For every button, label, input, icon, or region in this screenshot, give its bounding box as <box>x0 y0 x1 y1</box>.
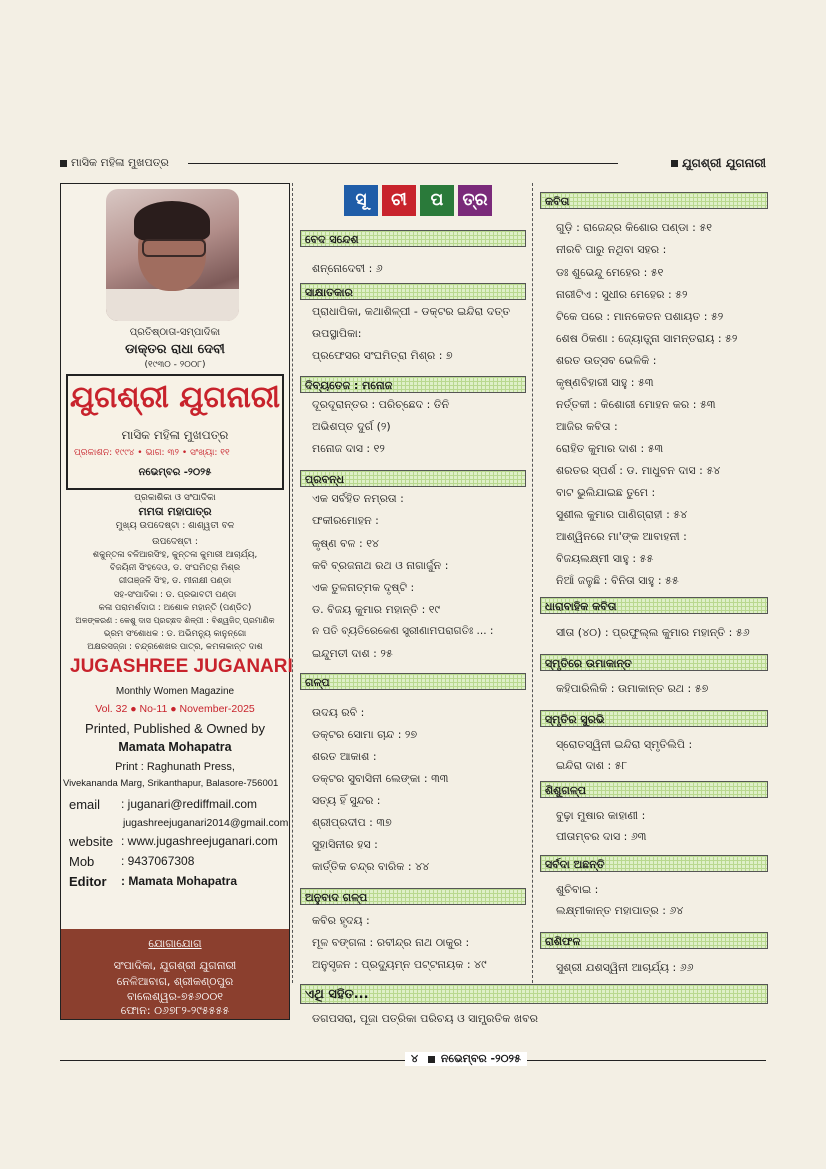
contact-line: ଫୋନ: ୦୬୭୮୨-୨୯୫୫୫୫ <box>120 1004 230 1017</box>
toc-item: ଉଦୟ ରବି : <box>312 706 365 719</box>
toc-item: ବାଟ ଭୁଲିଯାଇଛ ତୁମେ : <box>556 486 656 499</box>
toc-item: କହିପାରିଲିକି : ଉମାକାନ୍ତ ରଥ : ୫୭ <box>556 682 709 695</box>
photo-saree <box>106 289 239 321</box>
toc-item: ସ୍ରୋତସ୍ୱିନୀ ଇନ୍ଦିରା ସ୍ମୃତିଲିପି : <box>556 738 693 751</box>
toc-item: ଶ୍ରୀପ୍ରଦୀପ : ୩୭ <box>312 816 392 829</box>
toc-item: ଉପସ୍ଥାପିକା: <box>312 327 362 340</box>
toc-item: ସୁହାସିନୀର ହସ : <box>312 838 378 851</box>
top-bar <box>60 156 766 170</box>
toc-item: ଆଶ୍ୱିନରେ ମା'ଙ୍କ ଆବାହନୀ : <box>556 530 687 543</box>
section-header: ଧାରାବାହିକ କବିତା <box>540 597 768 614</box>
toc-item: ମୂଳ ବଙ୍ଗଳା : ରବୀନ୍ଦ୍ର ନାଥ ଠାକୁର : <box>312 936 470 949</box>
english-print: Print : Raghunath Press, <box>115 761 235 773</box>
editor-label: Editor <box>69 874 107 889</box>
contents-letter: ଚୀ <box>382 185 416 216</box>
toc-item: ବିଜୟଲକ୍ଷ୍ମୀ ସାହୁ : ୫୫ <box>556 552 654 565</box>
toc-item: ଡକ୍ଟର ସୁବାସିନୀ ଲେଙ୍କା : ୩୩ <box>312 772 449 785</box>
section-header: ସ୍ମୃତିରେ ଉମାକାନ୍ତ <box>540 654 768 671</box>
toc-item: ପ୍ରାଧାପିକା, କଥାଶିଳ୍ପୀ - ଡକ୍ଟର ଇନ୍ଦିରା ଦତ୍ତ <box>312 305 511 318</box>
masthead-box <box>66 374 284 490</box>
founder-role: ପ୍ରତିଷ୍ଠାତା-ସମ୍ପାଦିକା <box>129 327 221 338</box>
toc-item: ଏକ ତୁଳନାତ୍ମକ ଦୃଷ୍ଟି : <box>312 581 415 594</box>
credit-line: ଉପଦେଷ୍ଟା : <box>152 537 198 547</box>
website[interactable]: : www.jugashreejuganari.com <box>121 834 278 848</box>
credit-line: ଭ୍ରମ ସଂଶୋଧକ : ଡ. ଅଭିମନ୍ୟୁ କାନୁନ୍‌ଗୋ <box>103 629 247 639</box>
contents-heading <box>344 185 496 216</box>
credit-line: ସହ-ସଂପାଦିକା : ଡ. ପ୍ରଭାବତୀ ପଣ୍ଡା <box>113 590 237 600</box>
english-subtitle: Monthly Women Magazine <box>115 686 235 697</box>
masthead-date: ନଭେମ୍ବର -୨୦୨୫ <box>138 467 212 478</box>
header-right-text: ଯୁଗଶ୍ରୀ ଯୁଗନାରୀ <box>681 156 766 170</box>
page-number: ୪ <box>411 1052 419 1065</box>
column-divider <box>292 183 293 983</box>
toc-item: ନ ପତି ବ୍ୟତିରେକେଣ ସ୍ତ୍ରୀଣାମପରାଗତିଃ ... : <box>312 625 494 637</box>
toc-item: କବିର ହୃଦୟ : <box>312 914 370 927</box>
toc-item: ଶନ୍ନୋଦେବୀ : ୬ <box>312 262 383 275</box>
credit-line: ଅଳଙ୍କରଣ : କେଶୁ ଦାସ ପ୍ରଚ୍ଛଦ ଶିଳ୍ପୀ : ବିଶ୍ୱଜିତ୍ ପ୍ରମାଣିକ <box>75 616 275 625</box>
footer-bar <box>60 1052 766 1068</box>
masthead-subtitle: ମାସିକ ମହିଳା ମୁଖପତ୍ର <box>121 428 229 442</box>
english-owner: Mamata Mohapatra <box>118 740 232 754</box>
founder-photo <box>106 189 239 321</box>
toc-item: ନର୍ତ୍ତକୀ : କିଶୋରୀ ମୋହନ କର : ୫୩ <box>556 398 716 411</box>
credit-line: କଳା ପରାମର୍ଶଦାତା : ଅଶୋକ ମହାନ୍ତି (ପଣ୍ଡିତ) <box>98 603 252 613</box>
contents-letter: ସୂ <box>344 185 378 216</box>
founder-name: ଡାକ୍ତର ରାଧା ଦେବୀ <box>125 342 225 357</box>
email-1[interactable]: : juganari@rediffmail.com <box>121 797 258 811</box>
toc-item: ଶେଷ ଠିକଣା : ଜ୍ୟୋତ୍ସ୍ନା ସାମନ୍ତରାୟ : ୫୨ <box>556 332 738 345</box>
toc-item: ବୁଢ଼ା ମୁଷାର କାହାଣୀ : <box>556 809 646 822</box>
toc-item: ସୁଶ୍ରୀ ଯଶସ୍ୱିନୀ ଆଚାର୍ଯ୍ୟ : ୬୬ <box>556 961 694 974</box>
mob-label: Mob <box>69 854 95 869</box>
credit-line: ମୁଖ୍ୟ ଉପଦେଷ୍ଟା : ଶାଶ୍ୱତୀ ବଳ <box>115 521 235 531</box>
toc-item: ଟିକେ ପରେ : ମାନକେତନ ପଶାୟତ : ୫୨ <box>556 310 724 323</box>
credit-line: ବିଜୟିନୀ ସିଂହଦେଓ, ଡ. ସଂଘମିତ୍ରା ମିଶ୍ର <box>109 563 241 573</box>
section-header: ଶିଶୁଗଳ୍ପ <box>540 781 768 798</box>
toc-item: ଇନ୍ଦୁମତୀ ଦାଶ : ୨୫ <box>312 647 393 660</box>
toc-item: ଗୁଡ଼ି : ରାଜେନ୍ଦ୍ର କିଶୋର ପଣ୍ଡା : ୫୧ <box>556 221 712 234</box>
toc-item: କୃଷ୍ଣ ବଳ : ୧୪ <box>312 537 379 550</box>
toc-item: ଶୁଚିବାଇ : <box>556 883 599 896</box>
footer-date: ନଭେମ୍ବର -୨୦୨୫ <box>440 1052 521 1065</box>
photo-hair <box>134 201 210 241</box>
toc-item: କୃଷ୍ଣବିହାରୀ ସାହୁ : ୫୩ <box>556 376 654 389</box>
toc-item: କବି ବ୍ରଜନାଥ ରଥ ଓ ନାଗାର୍ଜୁନ : <box>312 559 449 572</box>
square-icon <box>671 160 678 167</box>
english-printed: Printed, Published & Owned by <box>85 721 265 736</box>
header-right <box>671 156 766 171</box>
editor: : Mamata Mohapatra <box>121 874 238 888</box>
section-header: ସ୍ମୃତିର ସୁରଭି <box>540 710 768 727</box>
website-label: website <box>69 834 114 849</box>
toc-item: ରୋହିତ କୁମାର ଦାଶ : ୫୩ <box>556 442 664 455</box>
contact-line: ସଂପାଦିକା, ଯୁଗଶ୍ରୀ ଯୁଗନାରୀ <box>113 959 237 972</box>
contact-line: ନେଳିଆବାଗ, ଶ୍ରୀକଣ୍ଠପୁର <box>116 975 234 988</box>
masthead-panel <box>60 183 293 1020</box>
toc-item: ଆଜିର କବିତା : <box>556 420 618 433</box>
english-volume: Vol. 32 ● No-11 ● November-2025 <box>95 703 255 715</box>
toc-item: ଶରତ ଆକାଶ : <box>312 750 377 763</box>
section-header: ଦିବ୍ୟତେଜ : ମନୋଜ <box>300 376 526 393</box>
toc-item: ଶରତର ସ୍ପର୍ଶ : ଡ. ମାଧୁବନ ଦାସ : ୫୪ <box>556 464 721 477</box>
mob: : 9437067308 <box>121 854 195 868</box>
toc-item: ଅଭିଶପ୍ତ ଦୁର୍ଗ (୨) <box>312 420 391 433</box>
toc-item: ପ୍ରଫେସର ସଂଘମିତ୍ରା ମିଶ୍ର : ୭ <box>312 349 453 362</box>
toc-item: ଅନୁସୃଜନ : ପ୍ରଦ୍ୟୁମ୍ନ ପଟ୍ଟନାୟକ : ୪୯ <box>312 958 487 971</box>
section-header: ରାଶିଫଳ <box>540 932 768 949</box>
credit-line: ଶକୁନ୍ତଳା ବଳିଆରସିଂହ, କୁନ୍ତଳା କୁମାରୀ ଆଚାର୍ଯ୍ୟ, <box>92 550 258 560</box>
section-header: ସାକ୍ଷାତକାର <box>300 283 526 300</box>
toc-item: ପୀତାମ୍ବର ଦାସ : ୬୩ <box>556 830 647 843</box>
section-header: ସର୍ବଦା ଅଛନ୍ତି <box>540 855 768 872</box>
section-header: ପ୍ରବନ୍ଧ <box>300 470 526 487</box>
header-left-text: ମାସିକ ମହିଳା ମୁଖପତ୍ର <box>71 156 169 169</box>
masthead-info: ପ୍ରକାଶନ: ୧୯୯୪ • ଭାଗ: ୩୨ • ସଂଖ୍ୟା: ୧୧ <box>74 448 230 458</box>
toc-item: ନିଆଁ ଜଳୁଛି : ବିନିତା ସାହୁ : ୫୫ <box>556 574 679 587</box>
square-icon <box>60 160 67 167</box>
contents-letter: ତ୍ର <box>458 185 492 216</box>
toc-item: ଇନ୍ଦିରା ଦାଶ : ୫୮ <box>556 759 628 772</box>
section-header: ଗଳ୍ପ <box>300 673 526 690</box>
credit-line: ପ୍ରକାଶିକା ଓ ସଂପାଦିକା <box>134 493 216 503</box>
masthead-title: ଯୁଗଶ୍ରୀ ଯୁଗନାରୀ <box>69 380 280 415</box>
header-left <box>60 156 169 170</box>
english-address: Vivekananda Marg, Srikanthapur, Balasore-756001 <box>63 778 279 789</box>
contents-letter: ପ <box>420 185 454 216</box>
toc-item: ମନୋଜ ଦାସ : ୧୨ <box>312 442 385 455</box>
toc-item: ସୁଶୀଲ କୁମାର ପାଣିଗ୍ରାହୀ : ୫୪ <box>556 508 688 521</box>
section-header: କବିତା <box>540 192 768 209</box>
contact-title: ଯୋଗାଯୋଗ <box>148 937 202 950</box>
toc-item: ଶରତ ଉତ୍ସବ ଭେଳିକି : <box>556 354 657 367</box>
english-title: JUGASHREE JUGANARI <box>70 656 293 677</box>
toc-item: ଡଗପସରା, ପୂଜା ପତ୍ରିକା ପରିଚୟ ଓ ସାମ୍ପ୍ରତିକ ଖବର <box>312 1012 538 1025</box>
section-header: ଅନୁବାଦ ଗଳ୍ପ <box>300 888 526 905</box>
credit-line: ଅକ୍ଷରସଜ୍ଜା : ଚନ୍ଦ୍ରଶେଖର ପାତ୍ର, କମଳାକାନ୍ତ ଦାଶ <box>87 642 263 652</box>
toc-item: ଲକ୍ଷ୍ମୀକାନ୍ତ ମହାପାତ୍ର : ୬୪ <box>556 904 684 917</box>
credit-line: ମମତା ମହାପାତ୍ର <box>138 505 212 518</box>
photo-glasses <box>142 239 206 257</box>
toc-item: ନୀରବି ପାରୁ ନଥିବା ସହର : <box>556 243 667 256</box>
toc-item: ଡକ୍ଟର ସୋମା ଚାନ୍ଦ : ୨୭ <box>312 728 418 741</box>
square-icon <box>428 1056 435 1063</box>
toc-item: ନାରୀଟିଏ : ସୁଧୀର ମେହେର : ୫୨ <box>556 288 688 301</box>
toc-item: ଏକ ସର୍ବହିତ ନମ୍ରତା : <box>312 492 404 505</box>
toc-item: ଡଃ ଶୁଭେନ୍ଦୁ ମେହେର : ୫୧ <box>556 266 664 279</box>
toc-item: ସୀତା (୪୦) : ପ୍ରଫୁଲ୍ଲ କୁମାର ମହାନ୍ତି : ୫୬ <box>556 626 750 639</box>
toc-item: ଫକୀରମୋହନ : <box>312 514 379 527</box>
column-divider <box>532 183 533 983</box>
credit-line: ଗୀତାଞ୍ଜଳି ସିଂହ, ଡ. ମୀନାକ୍ଷୀ ପଣ୍ଡା <box>118 576 232 586</box>
contact-box <box>61 929 289 1019</box>
toc-item: ଦୂରଦୂରାନ୍ତର : ପରିଚ୍ଛେଦ : ତିନି <box>312 398 450 411</box>
footer-page <box>405 1052 527 1066</box>
header-rule <box>188 163 618 164</box>
toc-item: ସତ୍ୟ ହିଁ ସୁନ୍ଦର : <box>312 794 381 807</box>
email-label: email <box>69 797 101 812</box>
toc-item: ଡ. ବିଜୟ କୁମାର ମହାନ୍ତି : ୧୯ <box>312 603 440 616</box>
contact-line: ବାଲେଶ୍ୱର-୭୫୬୦୦୧ <box>126 990 224 1003</box>
toc-item: କାର୍ତ୍ତିକ ଚନ୍ଦ୍ର ବାରିକ : ୪୪ <box>312 860 430 873</box>
email-2[interactable]: jugashreejuganari2014@gmail.com <box>123 817 289 829</box>
section-header: ବେଦ ସନ୍ଦେଶ <box>300 230 526 247</box>
section-header-wide: ଏଥି ସହିତ... <box>300 984 768 1004</box>
founder-years: (୧୯୩୦ - ୨୦୦୮) <box>144 360 206 370</box>
